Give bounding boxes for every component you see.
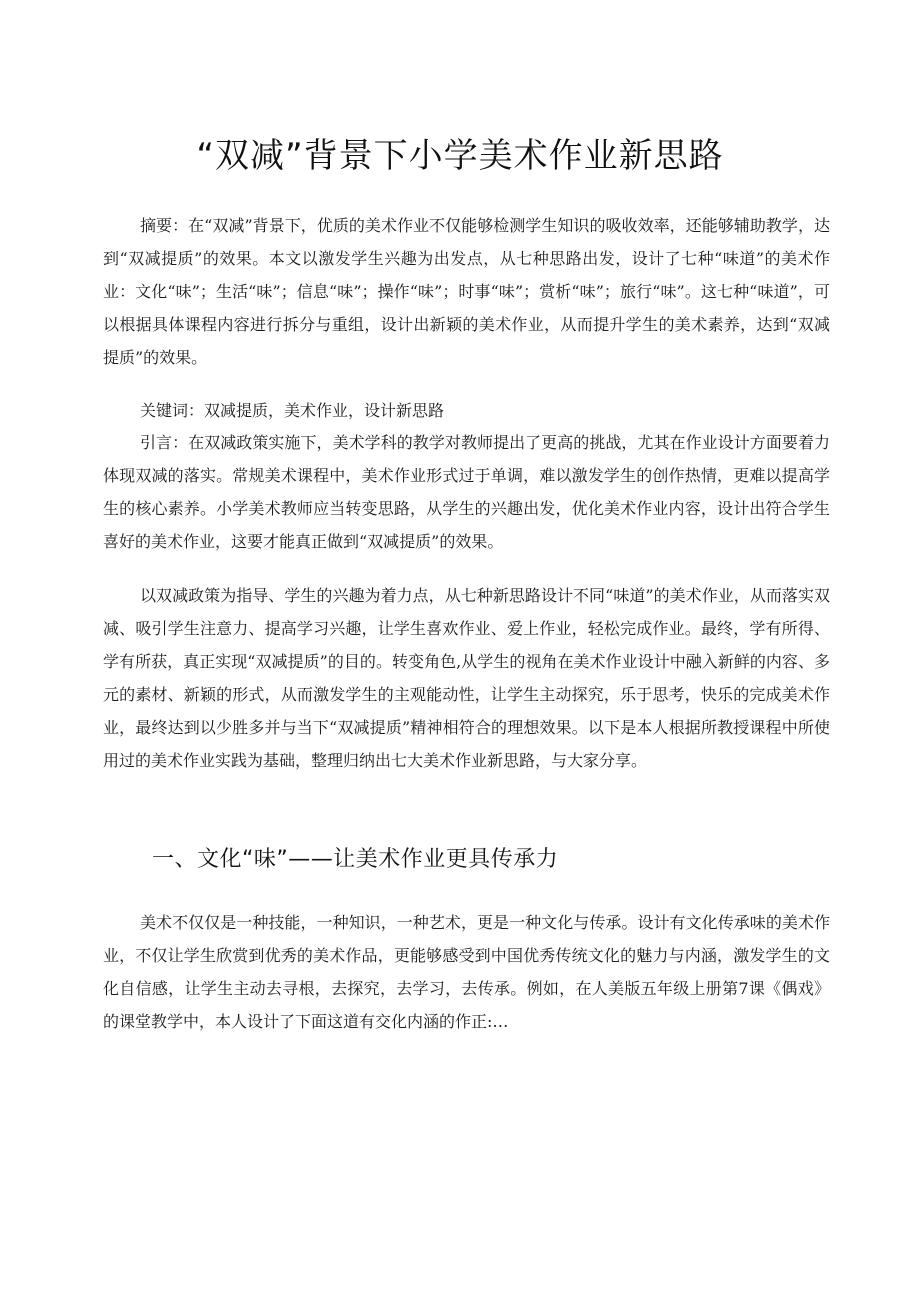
section-body-paragraph: 美术不仅仅是一种技能，一种知识，一种艺术，更是一种文化与传承。设计有文化传承味的美术作业，不仅让学生欣赏到优秀的美术作品，更能够感受到中国优秀传统文化的魅力与内涵，激发学生的文化自信感，让学生主动去寻根，去探究，去学习，去传承。例如，在人美版五年级上册第7课《偶戏》的课堂教学中，本人设计了下面这道有交化内涵的作正:… (103, 913, 830, 1031)
document-title: “双减”背景下小学美术作业新思路 (196, 136, 724, 176)
section-heading: 一、文化“味”——让美术作业更具传承力 (152, 847, 559, 872)
keywords-line: 关键词：双减提质，美术作业，设计新思路 (140, 401, 445, 420)
body-paragraph: 以双减政策为指导、学生的兴趣为着力点，从七种新思路设计不同“味道”的美术作业，从而落实双减、吸引学生注意力、提高学习兴趣，让学生喜欢作业、爱上作业，轻松完成作业。最终，学有所得、学有所获，真正实现“双减提质”的目的。转变角色,从学生的视角在美术作业设计中融入新鲜的内容、多元的素材、新颖的形式，从而激发学生的主观能动性，让学生主动探究，乐于思考，快乐的完成美术作业，最终达到以少胜多并与当下“双减提质”精神相符合的理想效果。以下是本人根据所教授课程中所使用过的美术作业实践为基础，整理归纳出七大美术作业新思路，与大家分享。 (103, 586, 830, 770)
introduction-paragraph: 引言：在双减政策实施下，美术学科的教学对教师提出了更高的挑战，尤其在作业设计方面要着力体现双减的落实。常规美术课程中，美术作业形式过于单调，难以激发学生的创作热情，更难以提高学生的核心素养。小学美术教师应当转变思路，从学生的兴趣出发，优化美术作业内容，设计出符合学生喜好的美术作业，这要才能真正做到“双减提质”的效果。 (103, 433, 830, 551)
abstract-paragraph: 摘要：在“双减”背景下，优质的美术作业不仅能够检测学生知识的吸收效率，还能够辅助教学，达到“双减提质”的效果。本文以激发学生兴趣为出发点，从七种思路出发，设计了七种“味道”的美术作业：文化“味”；生活“味”；信息“味”；操作“味”；时事“味”；赏析“味”；旅行“味”。这七种“味道”，可以根据具体课程内容进行拆分与重组，设计出新颖的美术作业，从而提升学生的美术素养，达到“双减提质”的效果。 (103, 216, 830, 367)
